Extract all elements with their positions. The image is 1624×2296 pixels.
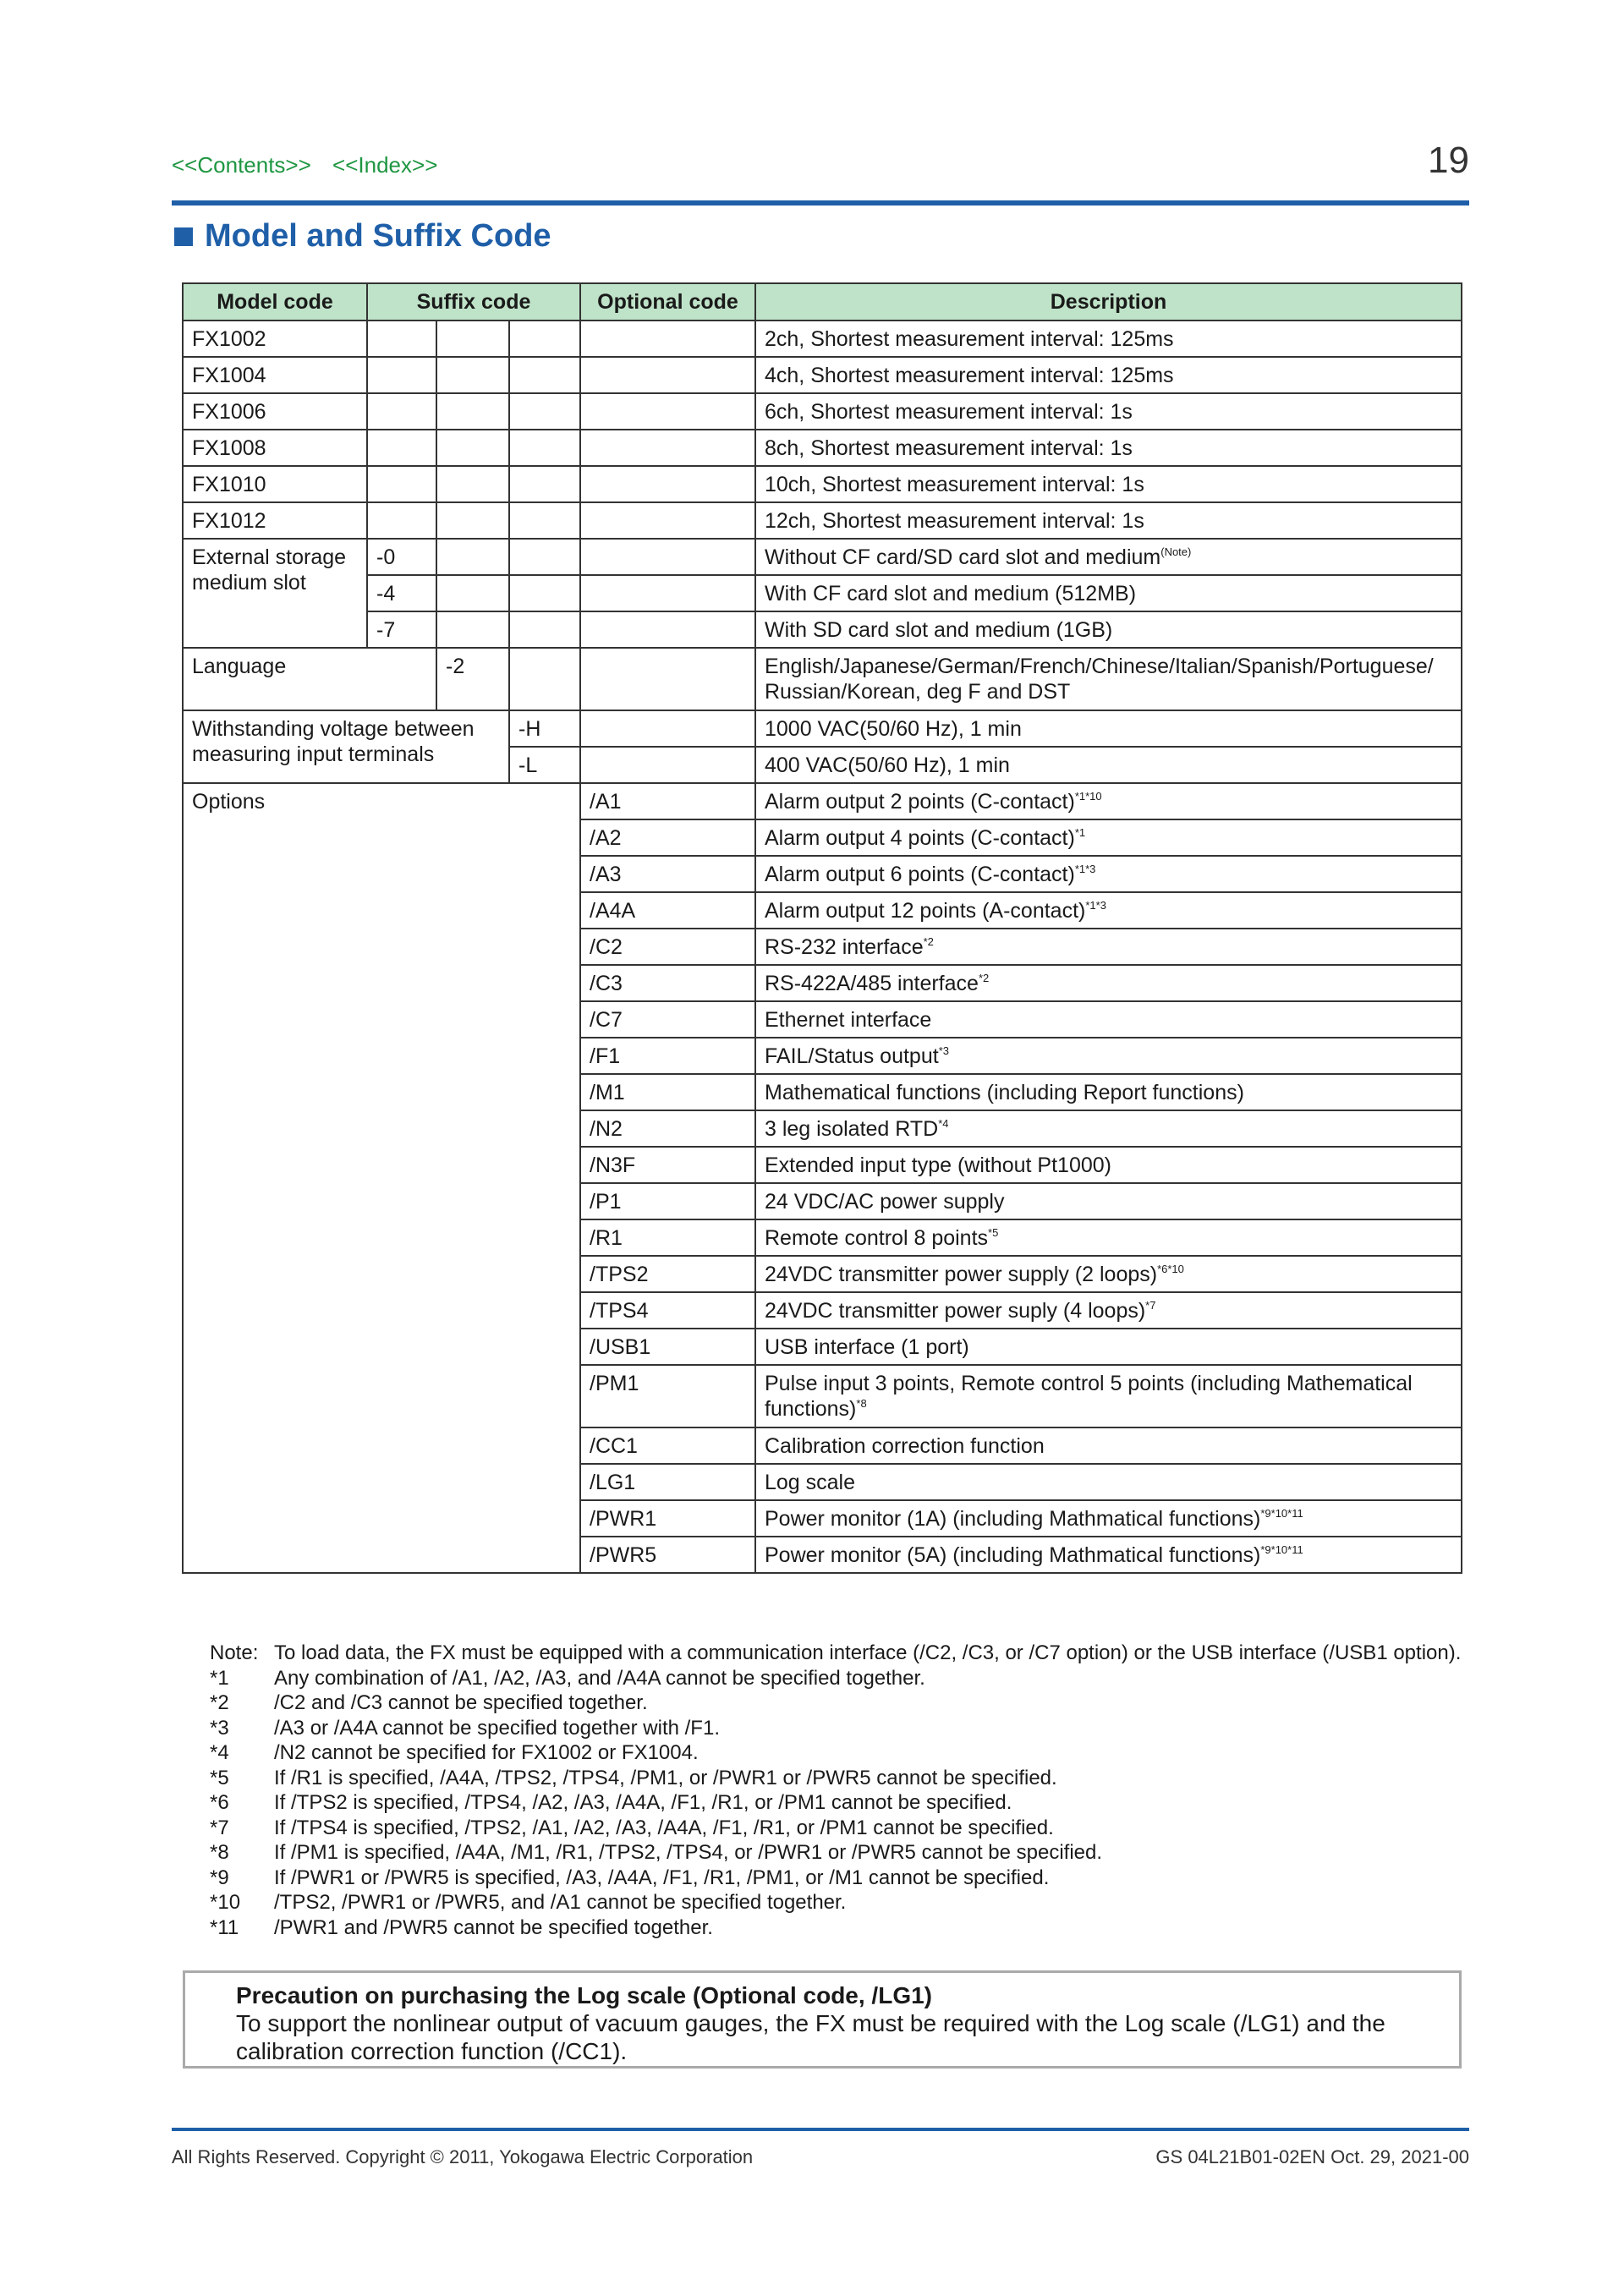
storage-label-cell: External storage medium slot: [183, 539, 367, 648]
note-item: [210, 1840, 1461, 1866]
model-code-cell: FX1012: [183, 502, 367, 539]
note-key: *6: [210, 1791, 229, 1814]
empty-cell: [436, 539, 509, 575]
model-code-cell: FX1006: [183, 393, 367, 430]
footnote-ref: *9*10*11: [1260, 1507, 1303, 1520]
empty-cell: [580, 321, 755, 357]
optional-code-cell: /CC1: [580, 1427, 755, 1464]
description-text: Extended input type (without Pt1000): [765, 1153, 1111, 1177]
empty-cell: [580, 357, 755, 393]
table-row: [183, 710, 1462, 747]
footnote-ref: *2: [923, 935, 934, 948]
note-text: /TPS2, /PWR1 or /PWR5, and /A1 cannot be specified together.: [274, 1891, 847, 1914]
index-link[interactable]: <<Index>>: [332, 152, 438, 178]
empty-cell: [436, 393, 509, 430]
description-text: RS-232 interface: [765, 935, 924, 959]
empty-cell: [509, 648, 580, 710]
optional-code-cell: /TPS2: [580, 1256, 755, 1292]
description-text: Pulse input 3 points, Remote control 5 points (including Mathematical functions): [765, 1372, 1413, 1421]
optional-code-cell: /M1: [580, 1074, 755, 1110]
table-row: [183, 321, 1462, 357]
note-key: *8: [210, 1841, 229, 1864]
description-cell: [755, 357, 1462, 393]
description-cell: [755, 1001, 1462, 1038]
description-text: 3 leg isolated RTD: [765, 1117, 939, 1141]
options-label-cell: Options: [183, 783, 580, 1573]
description-text: Alarm output 2 points (C-contact): [765, 790, 1075, 814]
empty-cell: [580, 539, 755, 575]
note-item: [210, 1641, 1461, 1666]
description-cell: [755, 611, 1462, 648]
empty-cell: [367, 321, 436, 357]
note-key: *3: [210, 1716, 229, 1740]
empty-cell: [509, 611, 580, 648]
note-text: Any combination of /A1, /A2, /A3, and /A4A cannot be specified together.: [274, 1666, 925, 1690]
description-cell: [755, 856, 1462, 892]
description-text: With SD card slot and medium (1GB): [765, 618, 1113, 642]
empty-cell: [580, 747, 755, 783]
description-cell: [755, 502, 1462, 539]
table-row: [183, 466, 1462, 502]
empty-cell: [509, 502, 580, 539]
optional-code-cell: /PWR1: [580, 1500, 755, 1537]
empty-cell: [509, 466, 580, 502]
note-text: If /TPS2 is specified, /TPS4, /A2, /A3, /A4A, /F1, /R1, or /PM1 cannot be specified.: [274, 1791, 1012, 1814]
description-cell: [755, 1110, 1462, 1147]
description-text: Ethernet interface: [765, 1008, 932, 1032]
note-text: /PWR1 and /PWR5 cannot be specified together.: [274, 1915, 713, 1939]
footnote-ref: *7: [1145, 1299, 1156, 1312]
note-item: [210, 1716, 1461, 1741]
empty-cell: [367, 502, 436, 539]
description-text: 400 VAC(50/60 Hz), 1 min: [765, 753, 1010, 777]
empty-cell: [580, 710, 755, 747]
footnote-ref: *1: [1074, 826, 1086, 839]
description-cell: [755, 430, 1462, 466]
description-cell: [755, 1365, 1462, 1427]
description-cell: [755, 1427, 1462, 1464]
suffix-code-cell: -H: [509, 710, 580, 747]
precaution-body: To support the nonlinear output of vacuum gauges, the FX must be required with the Log scale (/LG1) and the calibration correction function (/CC1).: [236, 2010, 1385, 2064]
empty-cell: [509, 539, 580, 575]
description-cell: [755, 1256, 1462, 1292]
section-heading: [174, 218, 551, 255]
header-suffix-code: Suffix code: [367, 283, 580, 321]
square-bullet-icon: [174, 227, 193, 246]
model-code-cell: FX1010: [183, 466, 367, 502]
page-number: 19: [1428, 140, 1469, 181]
optional-code-cell: /PWR5: [580, 1537, 755, 1573]
description-cell: [755, 965, 1462, 1001]
description-text: Alarm output 12 points (A-contact): [765, 899, 1086, 923]
model-suffix-table: [182, 282, 1462, 1574]
description-text: With CF card slot and medium (512MB): [765, 582, 1137, 606]
optional-code-cell: /A3: [580, 856, 755, 892]
table-row: [183, 357, 1462, 393]
description-text: 24VDC transmitter power suply (4 loops): [765, 1299, 1146, 1323]
note-key: *7: [210, 1816, 229, 1839]
table-row: [183, 502, 1462, 539]
description-cell: [755, 710, 1462, 747]
description-text: 4ch, Shortest measurement interval: 125ms: [765, 364, 1174, 387]
description-text: 12ch, Shortest measurement interval: 1s: [765, 509, 1144, 533]
note-key: *11: [210, 1915, 239, 1939]
description-text: RS-422A/485 interface: [765, 972, 979, 995]
description-text: Power monitor (5A) (including Mathmatical functions): [765, 1543, 1261, 1567]
description-text: 1000 VAC(50/60 Hz), 1 min: [765, 717, 1022, 741]
footnote-ref: *1*3: [1074, 863, 1096, 875]
description-text: Log scale: [765, 1471, 856, 1494]
note-text: If /R1 is specified, /A4A, /TPS2, /TPS4, /PM1, or /PWR1 or /PWR5 cannot be specified.: [274, 1766, 1057, 1789]
note-item: [210, 1890, 1461, 1915]
optional-code-cell: /LG1: [580, 1464, 755, 1500]
optional-code-cell: /C3: [580, 965, 755, 1001]
description-text: FAIL/Status output: [765, 1044, 939, 1068]
note-text: /C2 and /C3 cannot be specified together.: [274, 1691, 648, 1714]
description-cell: [755, 1038, 1462, 1074]
description-cell: [755, 1147, 1462, 1183]
note-key: *4: [210, 1741, 229, 1764]
header-optional-code: Optional code: [580, 283, 755, 321]
note-item: [210, 1915, 1461, 1941]
description-cell: [755, 1183, 1462, 1219]
note-text: To load data, the FX must be equipped with a communication interface (/C2, /C3, or /C7 option) or the USB interface (/USB1 option).: [274, 1641, 1462, 1664]
description-text: 24VDC transmitter power supply (2 loops): [765, 1263, 1158, 1286]
empty-cell: [509, 430, 580, 466]
description-cell: [755, 892, 1462, 929]
footnote-ref: *1*3: [1085, 899, 1106, 912]
note-item: [210, 1740, 1461, 1766]
description-cell: [755, 539, 1462, 575]
note-text: /N2 cannot be specified for FX1002 or FX1004.: [274, 1741, 699, 1764]
footnote-ref: *1*10: [1074, 790, 1102, 803]
empty-cell: [367, 466, 436, 502]
optional-code-cell: /P1: [580, 1183, 755, 1219]
table-row: [183, 430, 1462, 466]
optional-code-cell: /A4A: [580, 892, 755, 929]
footnote-ref: *4: [938, 1117, 949, 1130]
description-text: Remote control 8 points: [765, 1226, 989, 1250]
description-cell: [755, 575, 1462, 611]
description-cell: [755, 393, 1462, 430]
table-row: [183, 575, 1462, 611]
empty-cell: [436, 466, 509, 502]
optional-code-cell: /USB1: [580, 1329, 755, 1365]
empty-cell: [367, 430, 436, 466]
description-text: 8ch, Shortest measurement interval: 1s: [765, 436, 1133, 460]
note-text: /A3 or /A4A cannot be specified together with /F1.: [274, 1716, 720, 1740]
note-item: [210, 1790, 1461, 1816]
description-cell: [755, 648, 1462, 710]
footnote-ref: (Note): [1160, 545, 1192, 558]
note-text: If /TPS4 is specified, /TPS2, /A1, /A2, /A3, /A4A, /F1, /R1, or /PM1 cannot be specified.: [274, 1816, 1054, 1839]
empty-cell: [580, 611, 755, 648]
empty-cell: [580, 575, 755, 611]
empty-cell: [436, 430, 509, 466]
note-item: [210, 1666, 1461, 1691]
note-key: Note:: [210, 1641, 259, 1664]
header-rule: [172, 200, 1469, 205]
top-navigation: [172, 152, 453, 178]
note-key: *5: [210, 1766, 229, 1789]
description-cell: [755, 1464, 1462, 1500]
optional-code-cell: /F1: [580, 1038, 755, 1074]
description-cell: [755, 321, 1462, 357]
contents-link[interactable]: <<Contents>>: [172, 152, 311, 178]
suffix-code-cell: -0: [367, 539, 436, 575]
footnote-ref: *8: [856, 1397, 867, 1410]
footer-rule: [172, 2128, 1469, 2131]
note-text: If /PM1 is specified, /A4A, /M1, /R1, /TPS2, /TPS4, or /PWR1 or /PWR5 cannot be specified.: [274, 1841, 1103, 1864]
description-cell: [755, 819, 1462, 856]
description-text: 2ch, Shortest measurement interval: 125ms: [765, 327, 1174, 351]
optional-code-cell: /C2: [580, 929, 755, 965]
empty-cell: [580, 466, 755, 502]
suffix-code-cell: -7: [367, 611, 436, 648]
precaution-box: [183, 1970, 1462, 2069]
footer-doc-id: GS 04L21B01-02EN Oct. 29, 2021-00: [1155, 2146, 1469, 2167]
description-text: Alarm output 6 points (C-contact): [765, 863, 1075, 886]
description-cell: [755, 1219, 1462, 1256]
empty-cell: [509, 393, 580, 430]
optional-code-cell: /TPS4: [580, 1292, 755, 1329]
empty-cell: [436, 575, 509, 611]
note-key: *10: [210, 1891, 241, 1914]
model-code-cell: FX1002: [183, 321, 367, 357]
suffix-code-cell: -2: [436, 648, 509, 710]
footnote-ref: *9*10*11: [1260, 1543, 1303, 1556]
empty-cell: [436, 502, 509, 539]
table-row: [183, 611, 1462, 648]
footnote-ref: *5: [988, 1226, 999, 1239]
footnote-ref: *3: [938, 1044, 949, 1057]
description-text: Calibration correction function: [765, 1434, 1045, 1458]
note-item: [210, 1866, 1461, 1891]
header-description: Description: [755, 283, 1462, 321]
description-cell: [755, 783, 1462, 819]
table-row: [183, 783, 1462, 819]
table-row: [183, 393, 1462, 430]
section-title: Model and Suffix Code: [205, 218, 551, 254]
empty-cell: [509, 321, 580, 357]
notes-section: [210, 1641, 1461, 1940]
description-cell: [755, 1074, 1462, 1110]
description-cell: [755, 1500, 1462, 1537]
footnote-ref: *6*10: [1157, 1263, 1184, 1275]
description-cell: [755, 1329, 1462, 1365]
footnote-ref: *2: [978, 972, 990, 984]
description-text: 24 VDC/AC power supply: [765, 1190, 1005, 1214]
empty-cell: [436, 357, 509, 393]
empty-cell: [580, 648, 755, 710]
description-cell: [755, 1292, 1462, 1329]
note-item: [210, 1766, 1461, 1791]
model-code-cell: FX1008: [183, 430, 367, 466]
voltage-label-cell: Withstanding voltage between measuring input terminals: [183, 710, 509, 783]
empty-cell: [436, 321, 509, 357]
note-key: *9: [210, 1866, 229, 1889]
optional-code-cell: /N2: [580, 1110, 755, 1147]
empty-cell: [367, 357, 436, 393]
suffix-code-cell: -L: [509, 747, 580, 783]
optional-code-cell: /A1: [580, 783, 755, 819]
description-cell: [755, 1537, 1462, 1573]
header-model-code: Model code: [183, 283, 367, 321]
empty-cell: [509, 575, 580, 611]
description-cell: [755, 929, 1462, 965]
precaution-title: Precaution on purchasing the Log scale (Optional code, /LG1): [236, 1982, 932, 2008]
optional-code-cell: /R1: [580, 1219, 755, 1256]
empty-cell: [580, 430, 755, 466]
note-key: *2: [210, 1691, 229, 1714]
description-text: English/Japanese/German/French/Chinese/Italian/Spanish/Portuguese/ Russian/Korean, deg F and DST: [765, 655, 1434, 704]
empty-cell: [580, 502, 755, 539]
description-cell: [755, 747, 1462, 783]
empty-cell: [436, 611, 509, 648]
note-item: [210, 1816, 1461, 1841]
footer-copyright: All Rights Reserved. Copyright © 2011, Yokogawa Electric Corporation: [172, 2146, 754, 2167]
optional-code-cell: /N3F: [580, 1147, 755, 1183]
model-code-cell: FX1004: [183, 357, 367, 393]
empty-cell: [367, 393, 436, 430]
description-text: Alarm output 4 points (C-contact): [765, 826, 1075, 850]
description-text: USB interface (1 port): [765, 1335, 969, 1359]
suffix-code-cell: -4: [367, 575, 436, 611]
note-text: If /PWR1 or /PWR5 is specified, /A3, /A4A, /F1, /R1, /PM1, or /M1 cannot be specified.: [274, 1866, 1050, 1889]
description-text: Power monitor (1A) (including Mathmatical functions): [765, 1507, 1261, 1531]
description-cell: [755, 466, 1462, 502]
optional-code-cell: /A2: [580, 819, 755, 856]
empty-cell: [509, 357, 580, 393]
table-row: [183, 648, 1462, 710]
table-row: [183, 539, 1462, 575]
note-key: *1: [210, 1666, 229, 1690]
note-item: [210, 1690, 1461, 1716]
optional-code-cell: /C7: [580, 1001, 755, 1038]
language-label-cell: Language: [183, 648, 436, 710]
table-header-row: [183, 283, 1462, 321]
optional-code-cell: /PM1: [580, 1365, 755, 1427]
description-text: 6ch, Shortest measurement interval: 1s: [765, 400, 1133, 424]
description-text: Without CF card/SD card slot and medium: [765, 545, 1161, 569]
description-text: Mathematical functions (including Report functions): [765, 1081, 1244, 1104]
description-text: 10ch, Shortest measurement interval: 1s: [765, 473, 1144, 496]
empty-cell: [580, 393, 755, 430]
